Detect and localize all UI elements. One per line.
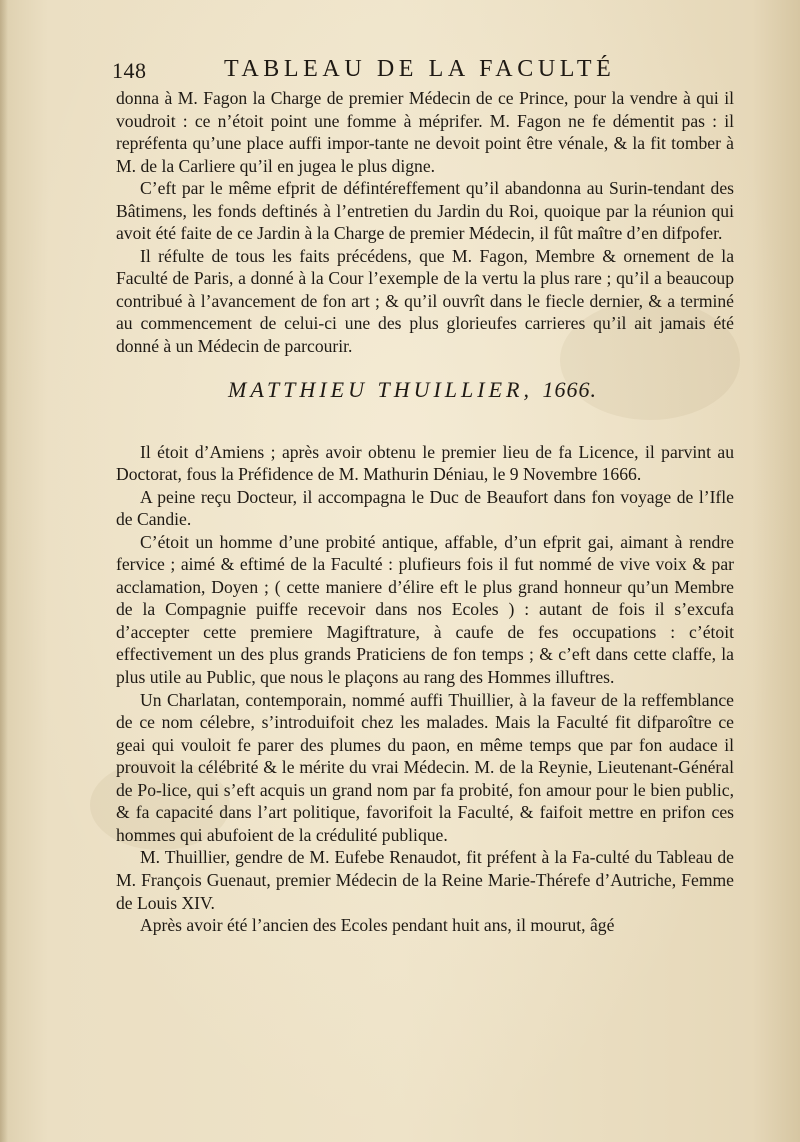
running-head-title: TABLEAU DE LA FACULTÉ [224, 56, 616, 82]
paragraph: Il étoit d’Amiens ; après avoir obtenu le premier lieu de fa Licence, il parvint au Doctorat, fous la Préfidence de M. Mathurin Déniau, le 9 Novembre 1666. [116, 441, 734, 485]
paragraph: M. Thuillier, gendre de M. Eufebe Renaudot, fit préfent à la Fa-culté du Tableau de M. François Guenaut, premier Médecin de la Reine Marie-Thérefe d’Autriche, Femme de Louis XIV. [116, 847, 734, 913]
section-heading-name: MATTHIEU THUILLIER, [228, 376, 533, 402]
paragraph: donna à M. Fagon la Charge de premier Médecin de ce Prince, pour la vendre à qui il voudroit : ce n’étoit point une fomme à méprifer. M. Fagon ne fe démentit pas : il repréfenta qu’une place auffi impor-tante ne devoit point être vénale, & la fit tomber à M. de la Carliere qu’il en jugea le plus digne. [116, 88, 734, 176]
paragraph: C’eft par le même efprit de défintéreffement qu’il abandonna au Surin-tendant des Bâtimens, les fonds deftinés à l’entretien du Jardin du Roi, quoique par la réunion qui avoit été faite de ce Jardin à la Charge de premier Médecin, il fût maître d’en difpofer. [116, 178, 734, 244]
paragraph: Après avoir été l’ancien des Ecoles pendant huit ans, il mourut, âgé [140, 915, 615, 936]
body-text [116, 87, 734, 937]
paragraph: A peine reçu Docteur, il accompagna le Duc de Beaufort dans fon voyage de l’Ifle de Candie. [116, 486, 734, 530]
paragraph: Il réfulte de tous les faits précédens, que M. Fagon, Membre & ornement de la Faculté de Paris, a donné à la Cour l’exemple de la vertu la plus rare ; qu’il a beaucoup contribué à l’avancement de fon art ; & qu’il ouvrît dans le fiecle dernier, & a terminé au commencement de celui-ci une des plus glorieufes carrieres qu’il ait jamais été donné à un Médecin de parcourir. [116, 245, 734, 357]
page-edge-shadow [0, 0, 8, 1142]
page-number: 148 [112, 58, 147, 83]
running-head [112, 56, 732, 86]
paragraph: Un Charlatan, contemporain, nommé auffi Thuillier, à la faveur de la reffemblance de ce nom célebre, s’introduifoit chez les malades. Mais la Faculté fit difparoître ce geai qui vouloit fe parer des plumes du paon, en même temps que par fon audace il prouvoit la célébrité & le mérite du vrai Médecin. M. de la Reynie, Lieutenant-Général de Po-lice, qui s’eft acquis un grand nom par fa probité, fon amour pour le bien public, & fa capacité dans l’art politique, favorifoit la Faculté, & faifoit mettre en prifon ces hommes qui abufoient de la crédulité publique. [116, 689, 734, 845]
section-heading-year: 1666. [542, 376, 597, 402]
section-heading [116, 377, 734, 403]
paragraph: C’étoit un homme d’une probité antique, affable, d’un efprit gai, aimant à rendre fervice ; aimé & eftimé de la Faculté : plufieurs fois il fut nommé de vive voix & par acclamation, Doyen ; ( cette maniere d’élire eft le plus grand honneur qu’un Membre de la Compagnie puiffe recevoir dans nos Ecoles ) : autant de fois il s’excufa d’accepter cette premiere Magiftrature, à caufe de fes occupations : c’étoit effectivement un des plus grands Praticiens de fon temps ; & c’eft dans cette claffe, la plus utile au Public, que nous le plaçons au rang des Hommes illuftres. [116, 531, 734, 688]
